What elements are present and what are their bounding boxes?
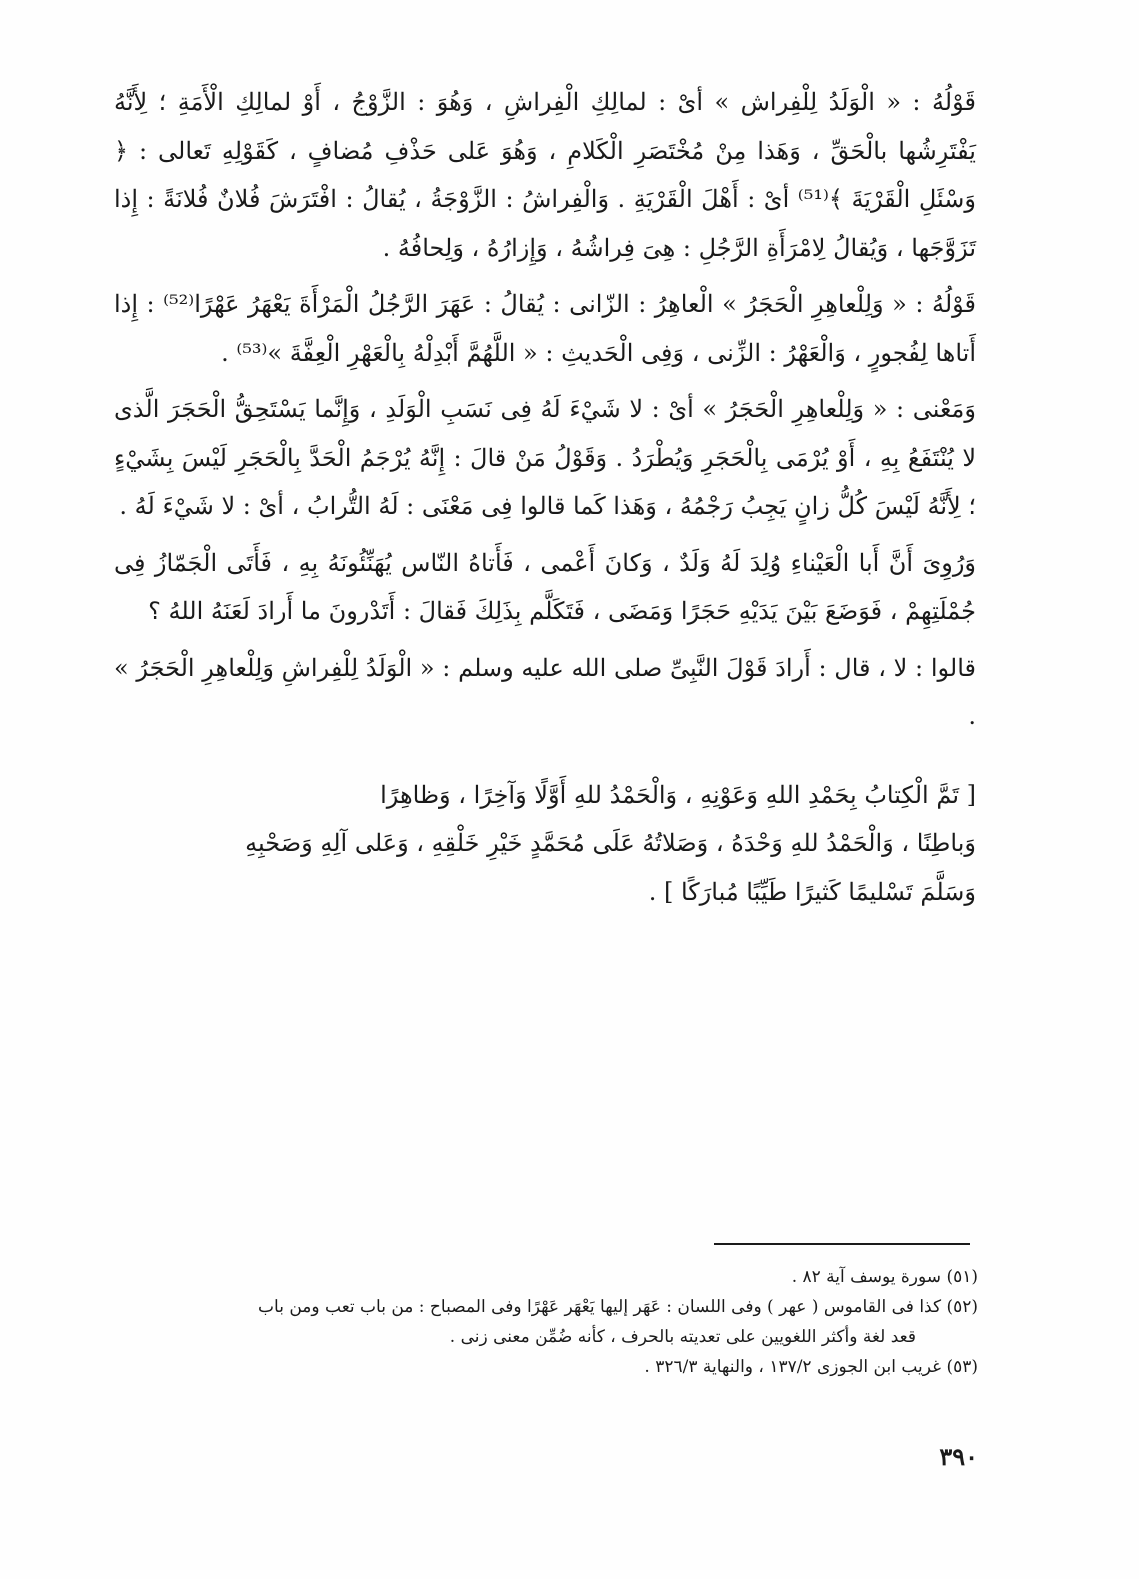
footnote-51: (٥١) سورة يوسف آية ٨٢ . <box>791 1267 978 1287</box>
paragraph-abu-al-ayna-anecdote: وَرُوِىَ أَنَّ أَبا الْعَيْناءِ وُلِدَ لَهُ وَلَدٌ ، وَكانَ أَعْمى ، فَأَتاهُ النّاس يُهَنِّئُونَهُ بِهِ ، فَأَتَى الْجَمّازُ فِى جُمْلَتِهِمْ ، فَوَضَعَ بَيْنَ يَدَيْهِ حَجَرًا وَمَضَى ، فَتَكَلَّم بِذَلِكَ فَقالَ : أَتَدْرونَ ما أَرادَ لَعَنَهُ اللهُ ؟ <box>114 548 976 625</box>
page-number: ٣٩٠ <box>939 1442 978 1471</box>
paragraph-meaning: وَمَعْنى : « وَلِلْعاهِرِ الْحَجَرُ » أىْ : لا شَيْءَ لَهُ فِى نَسَبِ الْوَلَدِ ، وَإِنَّما يَسْتَحِقُّ الْحَجَرَ الَّذى لا يُنْتَفَعُ بِهِ ، أَوْ يُرْمَى بِالْحَجَرِ وَيُطْرَدُ . وَقَوْلُ مَنْ قالَ : إِنَّهُ يُرْجَمُ الْحَدَّ بِالْحَجَرِ لَيْسَ بِشَيْءٍ ؛ لِأَنَّهُ لَيْسَ كُلُّ زانٍ يَجِبُ رَجْمُهُ ، وَهَذا كَما قالوا فِى مَعْنَى : لَهُ التُّرابُ ، أىْ : لا شَيْءَ لَهُ . <box>114 395 977 520</box>
closing-colophon <box>114 771 976 917</box>
footnote-52: (٥٢) كذا فى القاموس ( عهر ) وفى اللسان : عَهَر إليها يَعْهَر عَهْرًا وفى المصباح : من باب تعب ومن باب <box>258 1297 978 1317</box>
colophon-line: [ تَمَّ الْكِتابُ بِحَمْدِ اللهِ وَعَوْنِهِ ، وَالْحَمْدُ للهِ أَوَّلًا وَآخِرًا ، وَظاهِرًا <box>380 780 976 809</box>
paragraph-lil-aahir-al-hajar: قَوْلُهُ : « وَلِلْعاهِرِ الْحَجَرُ » الْعاهِرُ : الزّانى : يُقالُ : عَهَرَ الرَّجُلُ الْمَرْأَةَ يَعْهَرُ عَهْرًا⁽⁵²⁾ : إِذا أَتاها لِفُجورٍ ، وَالْعَهْرُ : الزِّنى ، وَفِى الْحَديثِ : « اللَّهُمَّ أَبْدِلْهُ بِالْعَهْرِ الْعِفَّةَ »⁽⁵³⁾ . <box>114 290 977 367</box>
footnotes <box>110 1262 978 1382</box>
footnote-divider <box>714 1243 970 1245</box>
colophon-line: وَباطِنًا ، وَالْحَمْدُ للهِ وَحْدَهُ ، وَصَلاتُهُ عَلَى مُحَمَّدٍ خَيْرِ خَلْقِهِ ، وَعَلى آلِهِ وَصَحْبِهِ <box>245 829 976 857</box>
footnote-52-continuation: قعد لغة وأكثر اللغويين على تعديته بالحرف ، كأنه ضُمِّن معنى زنى . <box>449 1327 916 1347</box>
colophon-line: وَسَلَّمَ تَسْليمًا كَثيرًا طَيِّبًا مُبارَكًا ] . <box>648 877 976 906</box>
footnote-53: (٥٣) غريب ابن الجوزى ١٣٧/٢ ، والنهاية ٣٢٦/٣ . <box>644 1357 978 1377</box>
main-text <box>114 78 976 924</box>
paragraph-prophet-saying: قالوا : لا ، قال : أَرادَ قَوْلَ النَّبِىِّ صلى الله عليه وسلم : « الْوَلَدُ لِلْفِراشِ وَلِلْعاهِرِ الْحَجَرُ » . <box>114 653 976 730</box>
paragraph-walad-lil-firash: قَوْلُهُ : « الْوَلَدُ لِلْفِراش » أىْ : لمالِكِ الْفِراشِ ، وَهُوَ : الزَّوْجُ ، أَوْ لمالِكِ الْأَمَةِ ؛ لِأَنَّهُ يَفْتَرِشُها بالْحَقِّ ، وَهَذا مِنْ مُخْتَصَرِ الْكَلامِ ، وَهُوَ عَلى حَذْفِ مُضافٍ ، كَقَوْلِهِ تَعالى : ﴿ وَسْئَلِ الْقَرْيَةَ ﴾⁽⁵¹⁾ أىْ : أَهْلَ الْقَرْيَةِ . وَالْفِراشُ : الزَّوْجَةُ ، يُقالُ : افْتَرَشَ فُلانٌ فُلانَةً : إِذا تَزَوَّجَها ، وَيُقالُ لِامْرَأَةِ الرَّجُلِ : هِىَ فِراشُهُ ، وَإِزارُهُ ، وَلِحافُهُ . <box>114 88 977 262</box>
